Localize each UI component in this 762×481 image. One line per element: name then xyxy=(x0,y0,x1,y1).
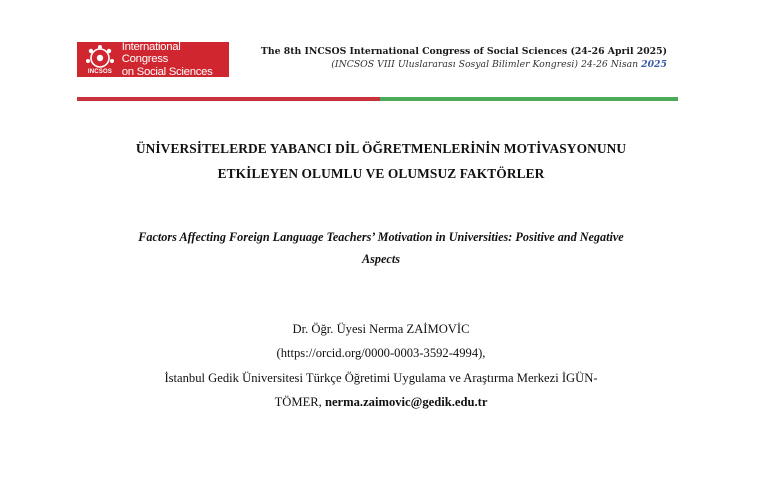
header-divider-green xyxy=(380,97,678,101)
incsos-emblem-icon xyxy=(80,44,120,76)
author-orcid: (https://orcid.org/0000-0003-3592-4994), xyxy=(276,346,486,361)
paper-title-turkish-line2: ETKİLEYEN OLUMLU VE OLUMSUZ FAKTÖRLER xyxy=(217,166,545,181)
paper-title-turkish-line1: ÜNİVERSİTELERDE YABANCI DİL ÖĞRETMENLERİNİN MOTİVASYONUNU xyxy=(135,141,627,156)
logo-brand-line1: International Congress xyxy=(121,40,181,66)
author-affiliation-line1: İstanbul Gedik Üniversitesi Türkçe Öğretimi Uygulama ve Araştırma Merkezi İGÜN- xyxy=(164,370,598,385)
paper-title-english-line2: Aspects xyxy=(362,252,400,266)
author-email: nerma.zaimovic@gedik.edu.tr xyxy=(324,394,488,409)
conference-year: 2025 xyxy=(641,59,667,70)
conference-title-tr-text: (INCSOS VIII Uluslararası Sosyal Bilimler Kongresi) 24-26 Nisan xyxy=(331,59,642,70)
conference-title-tr xyxy=(261,58,667,71)
paper-title-turkish xyxy=(60,136,702,186)
author-affiliation-line2-text: TÖMER, xyxy=(274,394,325,409)
paper-title-english-line1: Factors Affecting Foreign Language Teachers’ Motivation in Universities: Positive and Negative xyxy=(138,230,624,244)
author-affiliation-line2 xyxy=(60,390,702,414)
logo-brand-text xyxy=(122,41,229,79)
incsos-logo xyxy=(77,42,229,77)
author-block xyxy=(60,317,702,414)
header-divider-red xyxy=(77,97,380,101)
logo-brand-line2: on Social Sciences xyxy=(121,65,213,78)
paper-title-english xyxy=(70,226,692,270)
logo-acronym: INCSOS xyxy=(87,68,113,75)
conference-title-en: The 8th INCSOS International Congress of Social Sciences (24-26 April 2025) xyxy=(260,46,667,57)
author-name: Dr. Öğr. Üyesi Nerma ZAİMOVİC xyxy=(292,322,470,336)
conference-header xyxy=(261,45,667,71)
